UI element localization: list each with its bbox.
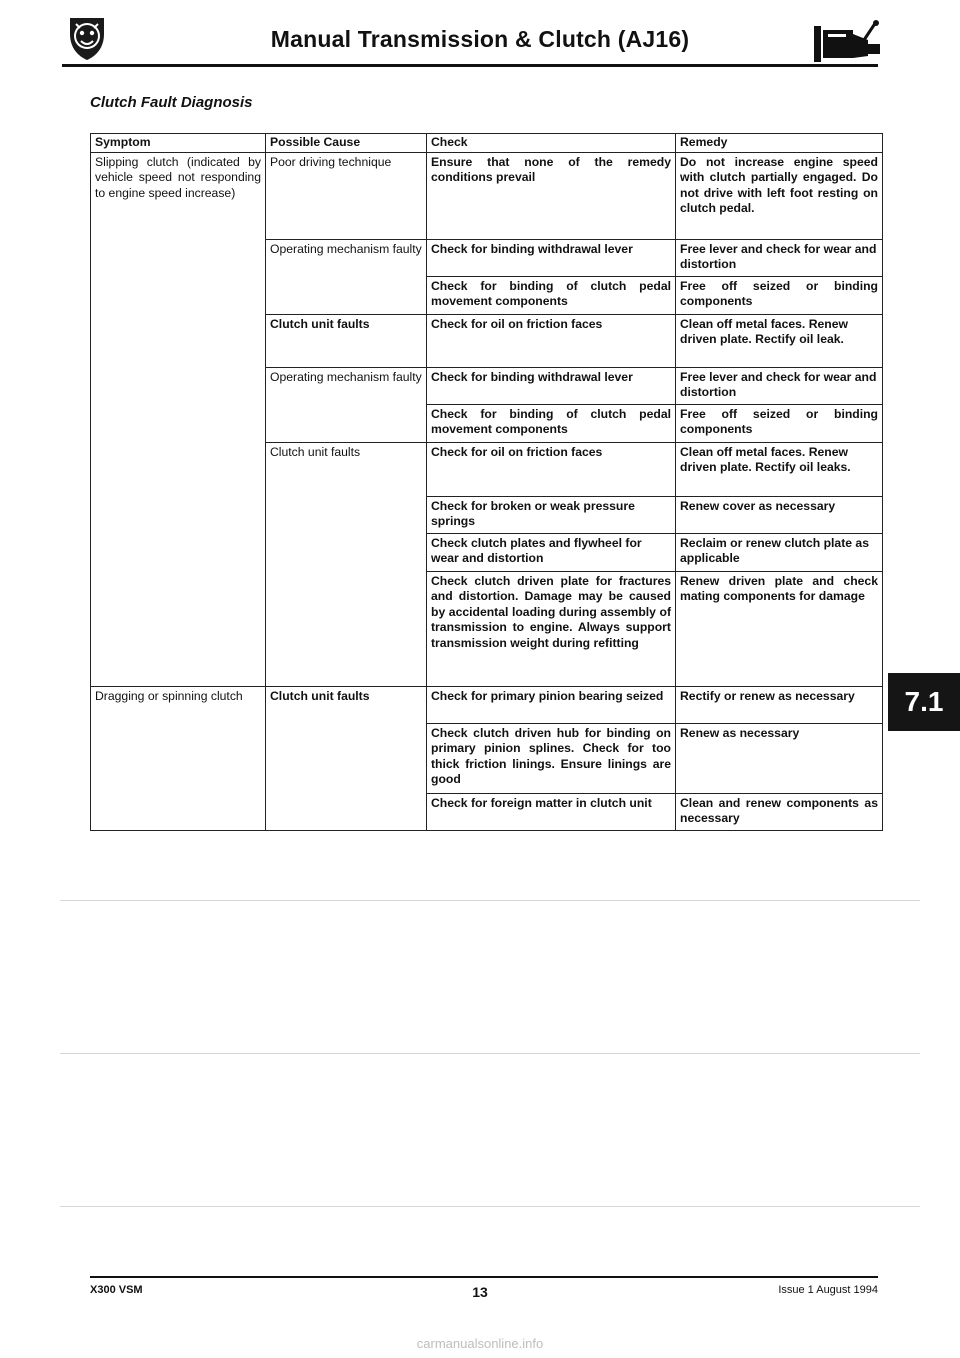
check-cell: Check for broken or weak pressure springs [427, 496, 676, 533]
section-tab: 7.1 [888, 673, 960, 731]
column-header: Remedy [676, 134, 883, 153]
scan-line [60, 1053, 920, 1054]
cause-cell: Clutch unit faults [266, 686, 427, 830]
check-cell: Check clutch driven plate for fractures and distortion. Damage may be caused by accidental loading during assembly of transmission to engine. Always support transmission weight during refitting [427, 571, 676, 686]
check-cell: Check for binding withdrawal lever [427, 239, 676, 276]
cause-cell: Operating mechanism faulty [266, 239, 427, 314]
remedy-cell: Renew cover as necessary [676, 496, 883, 533]
remedy-cell: Do not increase engine speed with clutch partially engaged. Do not drive with left foot resting on clutch pedal. [676, 152, 883, 239]
check-cell: Check for binding of clutch pedal movement components [427, 276, 676, 314]
remedy-cell: Renew as necessary [676, 723, 883, 793]
footer-rule [90, 1276, 878, 1278]
remedy-cell: Free lever and check for wear and distortion [676, 367, 883, 404]
check-cell: Check for oil on friction faces [427, 314, 676, 367]
remedy-cell: Reclaim or renew clutch plate as applicable [676, 533, 883, 571]
remedy-cell: Clean off metal faces. Renew driven plate. Rectify oil leaks. [676, 442, 883, 496]
column-header: Check [427, 134, 676, 153]
table-row [91, 686, 883, 723]
symptom-cell: Slipping clutch (indicated by vehicle speed not responding to engine speed increase) [91, 152, 266, 686]
check-cell: Check for binding withdrawal lever [427, 367, 676, 404]
footer-issue: Issue 1 August 1994 [778, 1284, 878, 1296]
check-cell: Ensure that none of the remedy conditions prevail [427, 152, 676, 239]
cause-cell: Poor driving technique [266, 152, 427, 239]
clutch-fault-table [90, 133, 883, 831]
table-header-row [91, 134, 883, 153]
cause-cell: Operating mechanism faulty [266, 367, 427, 442]
remedy-cell: Free lever and check for wear and distortion [676, 239, 883, 276]
remedy-cell: Free off seized or binding components [676, 404, 883, 442]
footer-doc-id: X300 VSM [90, 1284, 143, 1296]
remedy-cell: Renew driven plate and check mating components for damage [676, 571, 883, 686]
section-title: Clutch Fault Diagnosis [90, 94, 253, 111]
table-row [91, 152, 883, 239]
column-header: Possible Cause [266, 134, 427, 153]
scan-line [60, 1206, 920, 1207]
gearbox-section-icon [810, 20, 882, 64]
check-cell: Check for oil on friction faces [427, 442, 676, 496]
remedy-cell: Rectify or renew as necessary [676, 686, 883, 723]
watermark: carmanualsonline.info [416, 1336, 544, 1351]
check-cell: Check clutch driven hub for binding on primary pinion splines. Check for too thick friction linings. Ensure linings are good [427, 723, 676, 793]
check-cell: Check for primary pinion bearing seized [427, 686, 676, 723]
check-cell: Check clutch plates and flywheel for wear and distortion [427, 533, 676, 571]
remedy-cell: Clean and renew components as necessary [676, 793, 883, 830]
symptom-cell: Dragging or spinning clutch [91, 686, 266, 830]
remedy-cell: Clean off metal faces. Renew driven plate. Rectify oil leak. [676, 314, 883, 367]
remedy-cell: Free off seized or binding components [676, 276, 883, 314]
header-rule [62, 64, 878, 67]
cause-cell: Clutch unit faults [266, 314, 427, 367]
check-cell: Check for binding of clutch pedal movement components [427, 404, 676, 442]
column-header: Symptom [91, 134, 266, 153]
cause-cell: Clutch unit faults [266, 442, 427, 686]
page-title: Manual Transmission & Clutch (AJ16) [270, 26, 690, 52]
check-cell: Check for foreign matter in clutch unit [427, 793, 676, 830]
scan-line [60, 900, 920, 901]
page-number: 13 [472, 1284, 488, 1300]
